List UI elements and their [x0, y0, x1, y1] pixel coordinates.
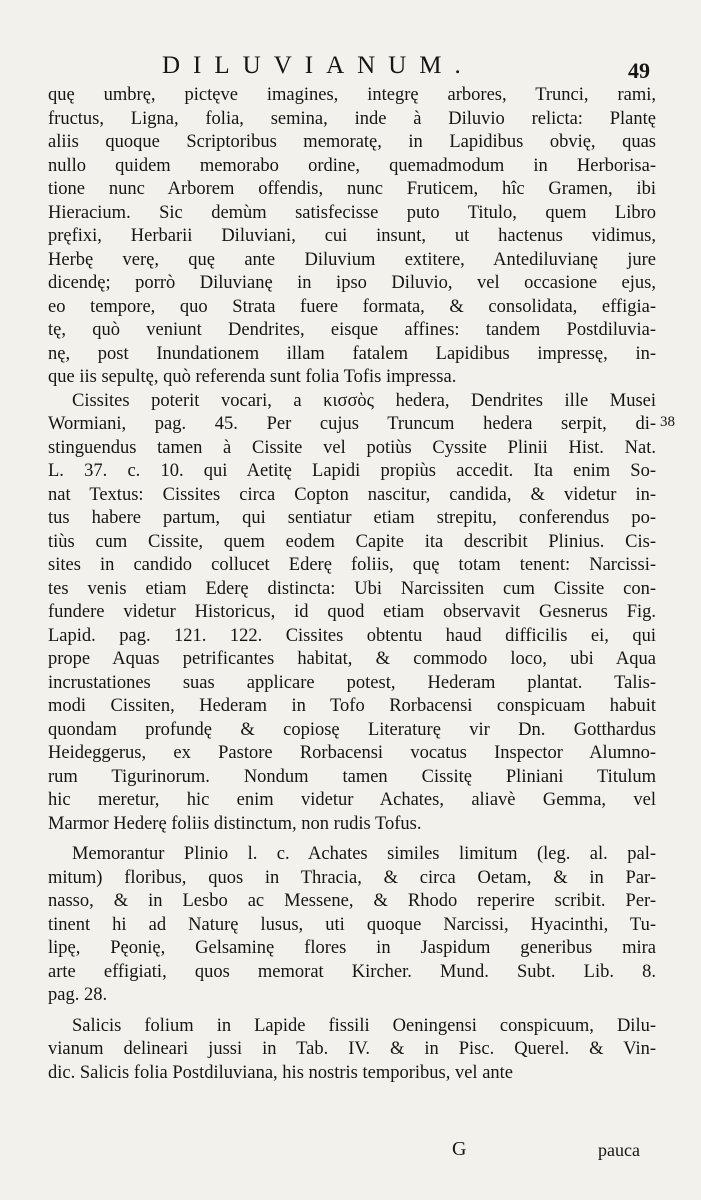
text-line: nasso, & in Lesbo ac Messene, & Rhodo reperire scribit. Per- — [48, 891, 656, 911]
text-line: aliis quoque Scriptoribus memoratę, in Lapidibus obvię, quas — [48, 132, 656, 152]
page-header — [0, 52, 701, 82]
text-line: rum Tigurinorum. Nondum tamen Cissitę Pliniani Titulum — [48, 766, 656, 787]
signature-mark: G — [452, 1138, 467, 1160]
text-line: arte effigiati, quos memorat Kircher. Mund. Subt. Lib. 8. — [48, 961, 656, 982]
text-line: Hieracium. Sic demùm satisfecisse puto Titulo, quem Libro — [48, 202, 656, 223]
text-line: pag. 28. — [48, 985, 108, 1005]
text-line: L. 37. c. 10. qui Aetitę Lapidi propiùs accedit. Ita enim So- — [48, 461, 656, 481]
text-line: Marmor Hederę foliis distinctum, non rudis Tofus. — [48, 813, 422, 834]
text-line: que iis sepultę, quò referenda sunt folia Tofis impressa. — [48, 367, 457, 387]
text-line: Heideggerus, ex Pastore Rorbacensi vocatus Inspector Alumno- — [48, 743, 656, 763]
text-line: prope Aquas petrificantes habitat, & commodo loco, ubi Aqua — [48, 649, 656, 669]
body-text — [48, 84, 656, 1085]
text-line: tę, quò veniunt Dendrites, eisque affines: tandem Postdiluvia- — [48, 320, 656, 340]
text-line: sites in candido collucet Ederę foliis, quę totam tenent: Narcissi- — [48, 555, 656, 575]
text-line: dic. Salicis folia Postdiluviana, his nostris temporibus, vel ante — [48, 1062, 514, 1083]
text-line: fundere videtur Historicus, id quod etiam observavit Gesnerus Fig. — [48, 602, 656, 622]
text-line: Salicis folium in Lapide fissili Oeningensi conspicuum, Dilu- — [72, 1015, 656, 1036]
text-line: quę umbrę, pictęve imagines, integrę arbores, Trunci, rami, — [48, 85, 656, 105]
text-line: dicendę; porrò Diluvianę in ipso Diluvio, vel occasione ejus, — [48, 273, 656, 293]
text-line: nullo quidem memorabo ordine, quemadmodum in Herborisa- — [48, 155, 656, 176]
text-line: Lapid. pag. 121. 122. Cissites obtentu haud difficilis ei, qui — [48, 625, 656, 646]
page-footer — [0, 1138, 701, 1164]
text-line: stinguendus tamen à Cissite vel potiùs Cyssite Plinii Hist. Nat. — [48, 437, 656, 458]
text-line: tinent hi ad Naturę lusus, uti quoque Narcissi, Hyacinthi, Tu- — [48, 914, 656, 935]
text-line: mitum) floribus, quos in Thracia, & circa Oetam, & in Par- — [48, 867, 656, 888]
text-line: incrustationes suas applicare potest, Hederam plantat. Talis- — [48, 672, 656, 693]
text-line: lipę, Pęonię, Gelsaminę flores in Jaspidum generibus mira — [48, 938, 656, 958]
text-line: hic meretur, hic enim videtur Achates, aliavè Gemma, vel — [48, 790, 656, 810]
text-line: quondam profundę & copiosę Literaturę vir Dn. Gotthardus — [48, 719, 656, 740]
text-line: Memorantur Plinio l. c. Achates similes limitum (leg. al. pal- — [72, 844, 656, 864]
text-line: tes venis etiam Ederę distincta: Ubi Narcissiten cum Cissite con- — [48, 578, 656, 599]
text-line: Wormiani, pag. 45. Per cujus Truncum hedera serpit, di- — [48, 414, 656, 434]
text-line: tiùs cum Cissite, quem eodem Capite ita describit Plinius. Cis- — [48, 531, 656, 552]
text-line: fructus, Ligna, folia, semina, inde à Diluvio relicta: Plantę — [48, 108, 656, 129]
text-line: nę, post Inundationem illam fatalem Lapidibus impressę, in- — [48, 343, 656, 364]
text-line: vianum delineari jussi in Tab. IV. & in Pisc. Querel. & Vin- — [48, 1039, 656, 1059]
text-line: tus habere partum, qui sentiatur etiam strepitu, conferendus po- — [48, 508, 656, 528]
page-number: 49 — [628, 58, 650, 83]
margin-note: 38 — [660, 414, 675, 430]
text-line: modi Cissiten, Hederam in Tofo Rorbacensi conspicuam habuit — [48, 696, 656, 716]
text-line: nat Textus: Cissites circa Copton nascitur, candida, & videtur in- — [48, 484, 656, 505]
catchword: pauca — [598, 1140, 640, 1160]
text-line: Herbę verę, quę ante Diluvium extitere, Antediluvianę jure — [48, 249, 656, 270]
text-line: tione nunc Arborem offendis, nunc Fruticem, hîc Gramen, ibi — [48, 179, 656, 199]
text-line: eo tempore, quo Strata fuere formata, & consolidata, effigia- — [48, 296, 656, 317]
running-head: DILUVIANUM. — [162, 52, 474, 79]
text-line: pręfixi, Herbarii Diluviani, cui insunt, ut hactenus vidimus, — [48, 226, 656, 246]
text-line: Cissites poterit vocari, a κισσὸς hedera, Dendrites ille Musei — [72, 390, 656, 411]
